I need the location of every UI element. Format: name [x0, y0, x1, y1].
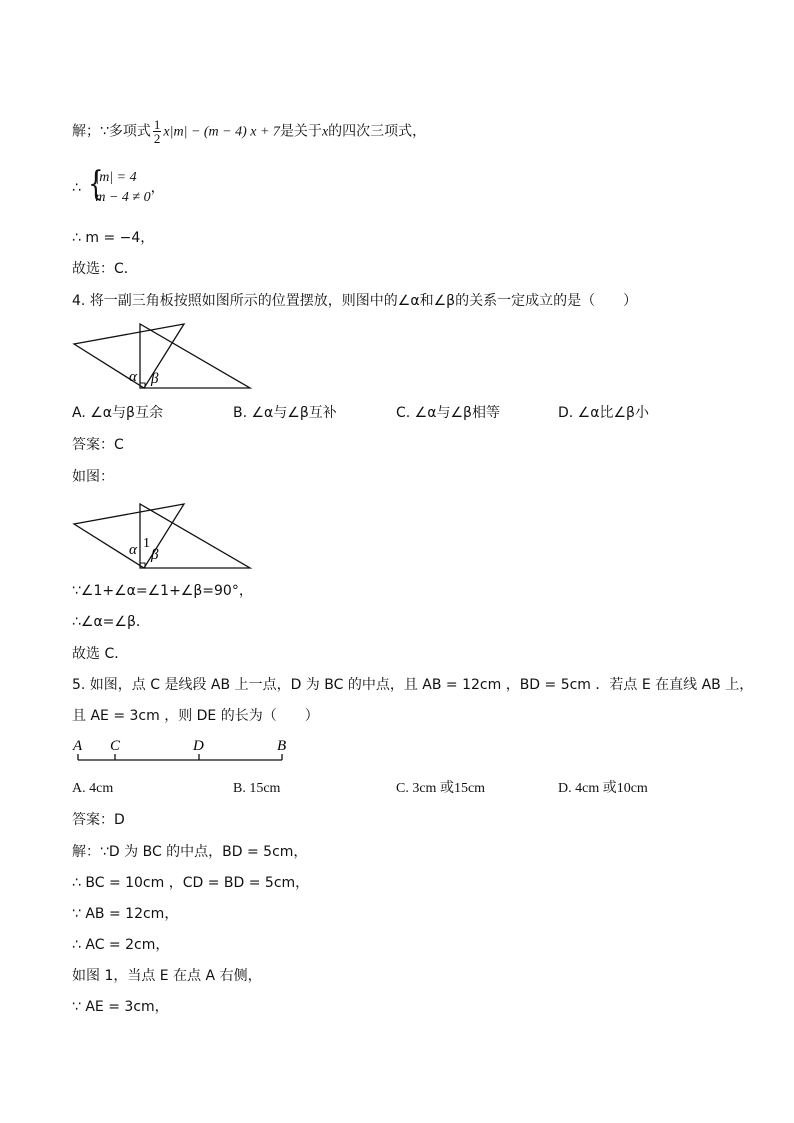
- q4-option-d: D. ∠α比∠β小: [558, 405, 649, 421]
- q5-solution-5: 如图 1，当点 E 在点 A 右侧，: [72, 968, 262, 984]
- system-row-2: m − 4 ≠ 0: [95, 190, 151, 205]
- equation-system: [85, 164, 151, 208]
- fraction-one-half: [153, 118, 162, 145]
- left-brace-icon: {: [88, 164, 104, 204]
- q4-as-figure: 如图：: [72, 469, 114, 485]
- q5-option-c: C. 3cm 或15cm: [396, 781, 486, 796]
- figure-alpha-label: α: [129, 542, 137, 558]
- q5-stem-line1: 5. 如图，点 C 是线段 AB 上一点，D 为 BC 的中点，且 AB = 12cm ，BD = 5cm ．若点 E 在直线 AB 上，: [72, 677, 754, 693]
- system-comma: ，: [150, 180, 165, 196]
- q4-answer: 答案：C: [72, 437, 124, 453]
- solution-result: ∴ m = −4，: [72, 230, 155, 246]
- q4-step1: ∵∠1+∠α=∠1+∠β=90°，: [72, 583, 253, 599]
- solution-intro-line: [72, 118, 426, 145]
- figure-beta-label: β: [151, 547, 159, 563]
- q5-solution-1: 解：∵D 为 BC 的中点，BD = 5cm，: [72, 844, 308, 860]
- solution-intro-prefix: 解；∵多项式: [72, 123, 151, 140]
- q5-solution-6: ∵ AE = 3cm，: [72, 999, 169, 1015]
- q4-choice: 故选 C．: [72, 646, 129, 662]
- figure-beta-label: β: [151, 371, 159, 387]
- point-c-label: C: [110, 738, 121, 754]
- system-row-1: |m| = 4: [95, 170, 137, 185]
- q4-step2: ∴∠α=∠β．: [72, 614, 150, 630]
- q4-solution-figure: [72, 500, 254, 572]
- q4-option-a: A. ∠α与β互余: [72, 405, 163, 421]
- q4-triangle-figure: [72, 320, 254, 392]
- solution-choice: 故选：C．: [72, 261, 138, 277]
- polynomial-expression: x|m| − (m − 4) x + 7: [163, 124, 280, 140]
- point-a-label: A: [73, 738, 83, 754]
- q5-solution-3: ∵ AB = 12cm，: [72, 906, 179, 922]
- q4-option-b: B. ∠α与∠β互补: [233, 405, 337, 421]
- variable-x: x: [321, 124, 329, 140]
- q5-option-d: D. 4cm 或10cm: [558, 781, 648, 796]
- point-b-label: B: [277, 738, 287, 754]
- q5-option-a: A. 4cm: [72, 781, 114, 796]
- solution-intro-suffix: 的四次三项式，: [328, 123, 427, 140]
- point-d-label: D: [193, 738, 204, 754]
- triangle-left: [74, 504, 184, 568]
- q5-segment-figure: [72, 736, 292, 766]
- figure-one-label: 1: [143, 536, 150, 551]
- fraction-denominator: 2: [153, 131, 161, 146]
- therefore-symbol: ∴: [72, 180, 81, 196]
- q5-solution-2: ∴ BC = 10cm ，CD = BD = 5cm，: [72, 875, 310, 891]
- fraction-numerator: 1: [153, 117, 161, 132]
- q4-option-c: C. ∠α与∠β相等: [396, 405, 500, 421]
- q5-option-b: B. 15cm: [233, 781, 281, 796]
- equation-system-line: [72, 164, 165, 208]
- solution-intro-mid: 是关于: [279, 123, 322, 140]
- q5-solution-4: ∴ AC = 2cm，: [72, 937, 170, 953]
- q4-stem: 4. 将一副三角板按照如图所示的位置摆放，则图中的∠α和∠β的关系一定成立的是（ ）: [72, 293, 638, 309]
- figure-alpha-label: α: [129, 369, 137, 385]
- q5-stem-line2: 且 AE = 3cm ，则 DE 的长为（ ）: [72, 708, 319, 724]
- q5-answer: 答案：D: [72, 812, 125, 828]
